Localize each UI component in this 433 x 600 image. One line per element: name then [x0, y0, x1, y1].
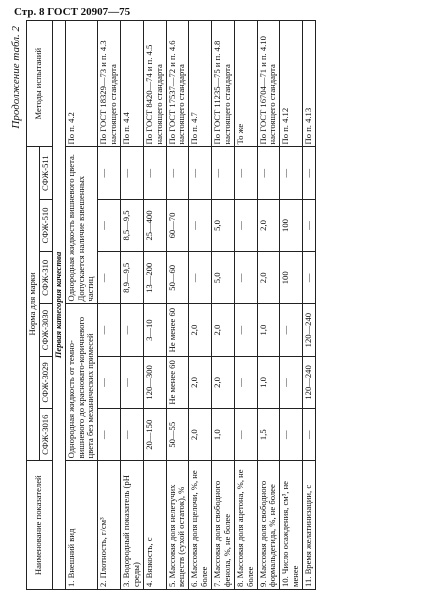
row-name: 10. Число осаждения, см³, не менее	[280, 461, 303, 590]
cell-value: 2,0	[212, 356, 235, 408]
row-method: По п. 4.12	[280, 21, 303, 147]
cell-value: 50—55	[166, 409, 189, 461]
cell-value: —	[257, 147, 280, 199]
cell-value: —	[234, 409, 257, 461]
row-name: 2. Плотность, г/см³	[98, 461, 121, 590]
cell-value: 5,0	[212, 199, 235, 251]
cell-value: —	[166, 147, 189, 199]
cell-value: 1,0	[212, 409, 235, 461]
norms-table	[26, 20, 316, 590]
row-name: 1. Внешний вид	[65, 461, 98, 590]
row-method: По ГОСТ 11235—75 и п. 4.8 настоящего стандарта	[212, 21, 235, 147]
cell-value: 5,0	[212, 252, 235, 304]
cell-value: —	[234, 304, 257, 356]
cell-value: —	[303, 409, 316, 461]
row-method: По ГОСТ 16704—71 и п. 4.10 настоящего стандарта	[257, 21, 280, 147]
table-row	[166, 21, 189, 590]
cell-value: —	[98, 199, 121, 251]
cell-value: 13—200	[143, 252, 166, 304]
cell-value: Не менее 60	[166, 304, 189, 356]
table-row	[257, 21, 280, 590]
header-grade: СФЖ-511	[39, 147, 52, 199]
cell-value: 8,9—9,5	[121, 252, 144, 304]
cell-value: 3—10	[143, 304, 166, 356]
cell-value: —	[98, 147, 121, 199]
cell-value: —	[280, 147, 303, 199]
cell-value: 50—60	[166, 252, 189, 304]
cell-value: —	[212, 147, 235, 199]
cell-value: 100	[280, 252, 303, 304]
appearance-text: Однородная жидкость от темно-вишневого до красновато-коричневого цвета без механических примесей	[65, 304, 98, 461]
cell-value: 120—240	[303, 356, 316, 408]
cell-value: —	[234, 147, 257, 199]
appearance-text: Однородная жидкость вишневого цвета. Допускается наличие взвешенных частиц	[65, 147, 98, 304]
cell-value: 2,0	[212, 304, 235, 356]
cell-value: 120—240	[303, 304, 316, 356]
row-method: По п. 4.13	[303, 21, 316, 147]
cell-value: —	[98, 304, 121, 356]
cell-value: 1,0	[257, 304, 280, 356]
table-row	[280, 21, 303, 590]
cell-value: —	[280, 356, 303, 408]
cell-value: —	[280, 409, 303, 461]
table-row	[212, 21, 235, 590]
cell-value: —	[189, 252, 212, 304]
cell-value: 20—150	[143, 409, 166, 461]
row-method: По п. 4.2	[65, 21, 98, 147]
row-method: То же	[234, 21, 257, 147]
cell-value: 2,0	[257, 199, 280, 251]
cell-value: —	[303, 147, 316, 199]
cell-value: 120—300	[143, 356, 166, 408]
table-row	[121, 21, 144, 590]
row-name: 8. Массовая доля ацетона, %, не более	[234, 461, 257, 590]
row-name: 9. Массовая доля свободного формальдегида, %, не более	[257, 461, 280, 590]
cell-value: —	[234, 199, 257, 251]
cell-value: —	[98, 409, 121, 461]
cell-value: —	[98, 356, 121, 408]
row-method: По ГОСТ 17537—72 и п. 4.6 настоящего стандарта	[166, 21, 189, 147]
cell-value: —	[280, 304, 303, 356]
cell-value: —	[303, 252, 316, 304]
table-row	[189, 21, 212, 590]
header-grade: СФЖ-310	[39, 252, 52, 304]
cell-value: 2,0	[189, 304, 212, 356]
cell-value: 60—70	[166, 199, 189, 251]
cell-value: —	[121, 356, 144, 408]
header-indicator: Наименование показателей	[27, 461, 53, 590]
header-grade: СФЖ-510	[39, 199, 52, 251]
header-grade: СФЖ-3029	[39, 356, 52, 408]
table-row	[65, 21, 98, 590]
cell-value: —	[121, 147, 144, 199]
row-name: 4. Вязкость, с	[143, 461, 166, 590]
table-row	[234, 21, 257, 590]
row-name: 11. Время желатинизации, с	[303, 461, 316, 590]
cell-value: —	[98, 252, 121, 304]
cell-value: —	[303, 199, 316, 251]
header-norm-group: Норма для марки	[27, 147, 40, 461]
row-name: 7. Массовая доля свободного фенола, %, не более	[212, 461, 235, 590]
row-name: 6. Массовая доля щелочи, %, не более	[189, 461, 212, 590]
header-grade: СФЖ-3016	[39, 409, 52, 461]
rotated-table-area	[8, 20, 428, 590]
continuation-label: Продолжение табл. 2	[10, 26, 22, 129]
row-name: 3. Водородный показатель (pH среды)	[121, 461, 144, 590]
cell-value: —	[121, 304, 144, 356]
cell-value: 8,5—9,5	[121, 199, 144, 251]
cell-value: —	[143, 147, 166, 199]
cell-value: —	[189, 199, 212, 251]
cell-value: 25—400	[143, 199, 166, 251]
cell-value: 2,0	[189, 356, 212, 408]
row-method: По п. 4.4	[121, 21, 144, 147]
header-grade: СФЖ-3030	[39, 304, 52, 356]
cell-value: —	[234, 356, 257, 408]
table-row	[303, 21, 316, 590]
cell-value: —	[234, 252, 257, 304]
cell-value: 1,5	[257, 409, 280, 461]
category-label: Первая категория качества	[52, 21, 65, 590]
cell-value: —	[189, 147, 212, 199]
row-method: По ГОСТ 18329—73 и п. 4.3 настоящего стандарта	[98, 21, 121, 147]
cell-value: 2,0	[257, 252, 280, 304]
cell-value: 100	[280, 199, 303, 251]
cell-value: 2,0	[189, 409, 212, 461]
cell-value: —	[121, 409, 144, 461]
cell-value: Не менее 60	[166, 356, 189, 408]
page-header: Стр. 8 ГОСТ 20907—75	[14, 6, 131, 18]
row-method: По ГОСТ 8420—74 и п. 4.5 настоящего стандарта	[143, 21, 166, 147]
cell-value: 1,0	[257, 356, 280, 408]
header-method: Методы испытаний	[27, 21, 53, 147]
table-row	[143, 21, 166, 590]
row-name: 5. Массовая доля нелетучих веществ (сухой остаток), %	[166, 461, 189, 590]
row-method: По п. 4.7	[189, 21, 212, 147]
table-row	[98, 21, 121, 590]
